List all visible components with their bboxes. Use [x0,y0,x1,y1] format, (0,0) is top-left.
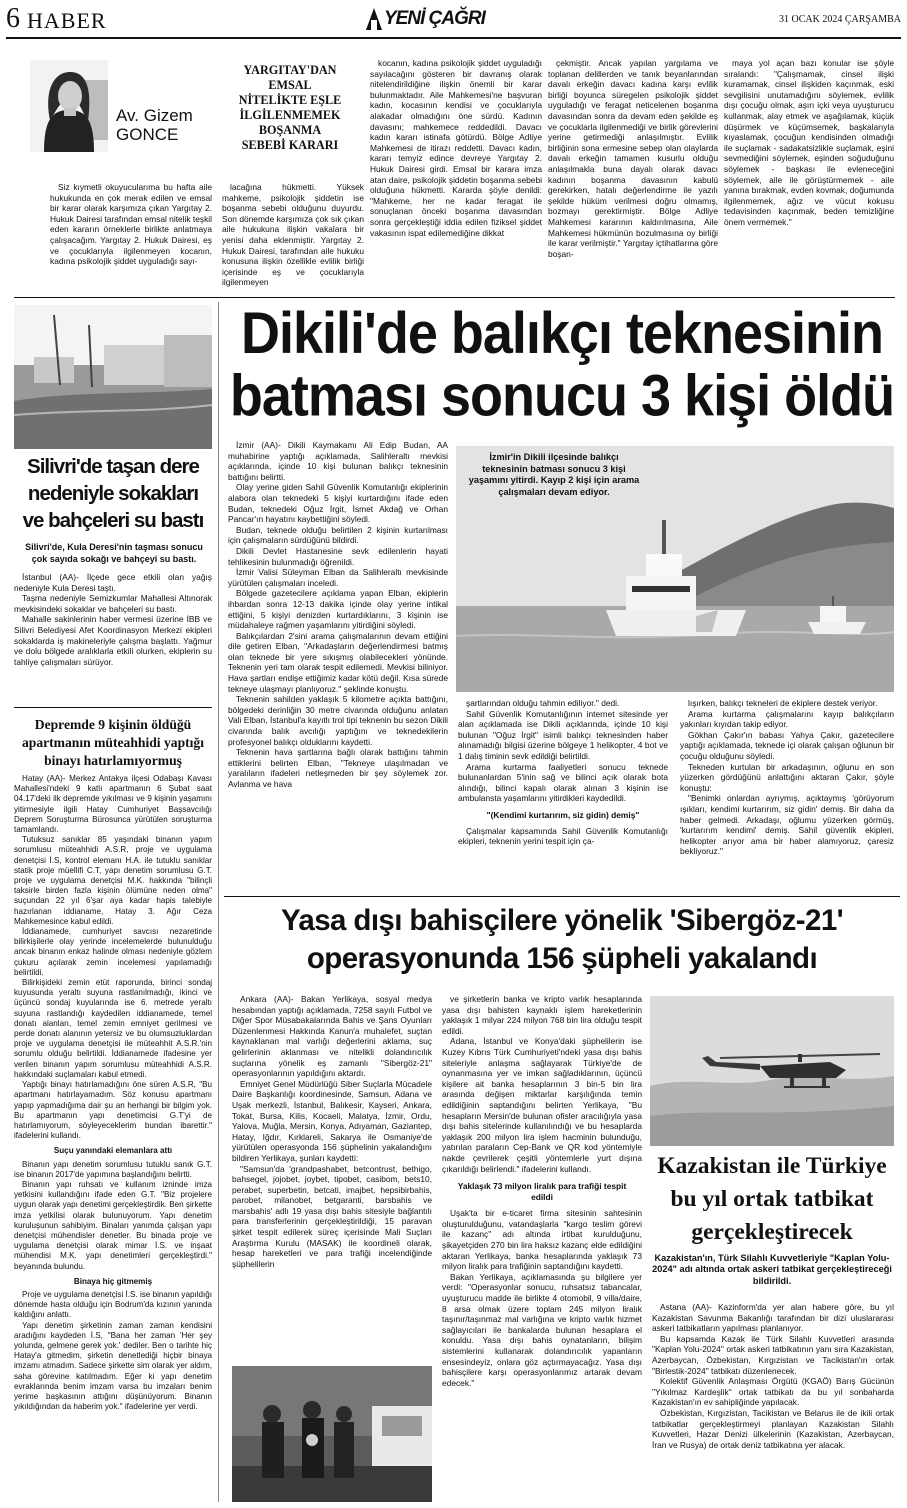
author-prefix: Av. Gizem [116,106,193,125]
police-operation-photo [232,1366,432,1502]
deprem-headline-line: Depremde 9 kişinin öldüğü [34,717,192,732]
kazakistan-headline [650,1150,894,1249]
paragraph: Arama kurtarma çalışmalarını kayıp balıkçıların yakınları kıyıdan takip ediyor. [680,708,894,730]
paragraph: "Samsun'da 'grandpashabet, betcontrust, bethigo, bahsegel, jojobet, joybet, tipobet, casibom, bets10, perabet, superbetin, betcati, imajbet, hepsibirbahis, parobet, milanobet, betgaranti, barsbahis ve marsbahis' adlı 19 yasa dışı bahis sitesiyle bağlantılı para transferlerinin gerçekleştirildiği, 15 paravan şirket tespit edilerek süreç içerisinde Mali Suçları Araştırma Kurulu (MASAK) ile koordineli olarak, hesap hareketleri ve para trafiği incelendiğinde şüphelilerin [232,1163,432,1269]
silivri-spot: Silivri'de, Kula Deresi'nin taşması sonucu çok sayıda sokağı ve bahçeyi su bastı. [25,542,203,564]
column-title-line: NİTELİKTE EŞLE [238,93,342,107]
sibergoz-headline-line: operasyonunda 156 şüpheli yakalandı [306,942,818,975]
sibergoz-headline-line: Yasa dışı bahisçilere yönelik 'Sibergöz-21' [280,904,844,937]
deprem-body [14,774,212,1502]
paragraph: Bakan Yerlikaya, açıklamasında şu bilgilere yer verdi: "Operasyonlar sonucu, ruhsatsız tabancalar, uyuşturucu madde ile birlikte 4 otomobil, 9 villa/daire, 8 arsa olmak üzere toplam 245 milyon liralık taşınır/taşınmaz mal varlığına ve kripto varlık hizmet sağlayıcıları ile bankalarda bulunan hesaplara el konuldu. Yasa dışı bahis oynatanların, bilişim sistemlerini kullanarak dolandırıcılık yapanların ensesindeyiz, onlara göz açtırmayacağız. Yasa dışı bahisçilere karşı operasyonlarımız artarak devam edecek." [442,1271,642,1388]
paragraph: İddianamede, cumhuriyet savcısı nezaretinde bilirkişilerle olay yerinde incelemelerde bulunulduğu ancak binanın enkaz halinde olması nedeniyle gözlem çukuru açılarak zemin incelemesi yapılamadığı belirtildi. [14,927,212,977]
subheading: Suçu yanındaki elemanlara attı [53,1146,173,1156]
paragraph: Budan, teknede olduğu belirtilen 2 kişinin kurtarılması için çalışmaların sürdüğünü bildirdi. [228,524,448,546]
kazakistan-body [652,1302,894,1502]
issue-date: 31 OCAK 2024 ÇARŞAMBA [779,14,901,25]
silivri-body [14,572,212,702]
subheading: Yaklaşık 73 milyon liralık para trafiği tespit edildi [457,1181,627,1202]
paragraph: Binanın yapı denetim sorumlusu tutuklu sanık G.T. ise binanın 2017'de yapımına başlandığını belirtti. [14,1159,212,1179]
deprem-headline-line: apartmanın müteahhidi yaptığı [21,735,205,750]
paragraph: Dikili Devlet Hastanesine sevk edilenlerin hayati tehlikesinin bulunmadığı öğrenildi. [228,545,448,567]
column-text-col4: çekmiştir. Ancak yapılan yargılama ve toplanan delillerden ve tanık beyanlarından davalı erkeğin davacı kadına karşı evlilik birliği boyunca süregelen psikolojik şiddet uyguladığı ve feragat neticelenen boşanma davasından sonra da devam eden şekilde eş ve çocuklarla ilgilenmediği ve birlik görevlerini yerine getirmediği anlaşılmıştır. Evlilik birliğinin sona ermesine sebep olan olaylarda davalı erkeğin tamamen kusurlu olduğu anlaşılmakla buna dayalı olarak davacı kadının boşanma davasının kabulü gerekirken, hatalı değerlendirme ile yazılı şekilde hüküm verilmesi doğru olmamış, bozmayı gerektirmiştir. Bölge Adliye Mahkemesi kararının kaldırılmasına, Aile Mahkemesi hükmünün bozulmasına oy birliği ile karar verilmiştir." Yargıtay içtihatlarına göre boşan- [548,58,718,259]
paragraph: Taşma nedeniyle Semizkumlar Mahallesi Altınorak mevkisindeki sokaklar ve bahçeleri su bastı. [14,593,212,614]
paragraph: Çalışmalar kapsamında Sahil Güvenlik Komutanlığı ekipleri, teknenin yerini tespit için ça- [458,825,668,847]
paragraph: Bölgede gazetecilere açıklama yapan Elban, ekiplerin ihbardan sonra 12-13 dakika içinde olay yerine intikal ettiğini, 5 kişiyi denizden kurtardıklarını, 3 kişinin ise müdahaleye rağmen yaşamlarını yitirdiğini söyledi. [228,588,448,631]
deprem-headline [14,716,212,770]
paragraph: Hatay (AA)- Merkez Antakya ilçesi Odabaşı Kavası Mahallesi'ndeki 9 katlı apartmanın 6 Şubat saat 04.17'deki ilk depremde yıkılması ve 9 kişinin yaşamını yitirmesiyle ilgili Hatay Cumhuriyet Başsavcılığı Deprem Soruşturma Bürosunca yürütülen soruşturma tamamlandı. [14,774,212,835]
paragraph: Balıkçılardan 2'sini arama çalışmalarının devam ettiğini dile getiren Elban, "Arkadaşların değerlendirmesi batmış olan teknede bir yere sıkışmış olabilecekleri yönünde. Teknenin yeri tam olarak tespit edilemedi. Mevkisi biliniyor. Hava şartları endişe ettiğimiz kadar kötü değil. Kısa sürede tekneye ulaşmayı planlıyoruz." şeklinde konuştu. [228,630,448,694]
column-bottom-rule [14,297,895,298]
paragraph: İzmir Valisi Süleyman Elban da Salihleraltı mevkisinde yürütülen çalışmaları inceledi. [228,567,448,588]
column-text-col5: maya yol açan bazı konular ise şöyle sıralandı: "Çalışmamak, cinsel ilişki kuramamak, cinsel ilişkiden kaçınmak, eski sevgilisini unutamadığını söylemek, evlilik dışı çocuğu olmak, aşırı içki veya uyuşturucu kullanmak, alay etmek ve aşağılamak, küçük düşürmek ve küçümsemek, başkalarıyla kıyaslamak, çocuğun kendisinden olmadığı ile suçlamak - sadakatsizlikle suçlamak, eşini sevmediğini söylemek, eşinden soğuduğunu söylemek - başkası ile evleneceğini söylemek, aile ile görüştürmemek - aile yanına bırakmak, evden kovmak, doğumunda ilgilenmemek, ağız ve vücut kokusu tedavisinden kaçınmak, beden temizliğine önem vermemek." [724,58,894,227]
paragraph: Teknenin hava şartlarına bağlı olarak battığını tahmin ettiklerini belirten Elban, "Tekneye ulaşılmadan ve yaralıların ifadeleri netleşmeden bir şey söylemek zor. Avlanma ve hava [228,747,448,789]
sibergoz-col2 [442,994,642,1502]
paragraph: Astana (AA)- Kazinform'da yer alan habere göre, bu yıl Kazakistan Savunma Bakanlığı tarafından bir dizi uluslararası askeri tatbikatların yapılması planlanıyor. [652,1302,894,1334]
subheading: Binaya hiç gitmemiş [73,1276,153,1286]
newspaper-logo [366,8,486,30]
silivri-headline-line: nedeniyle sokakları [27,482,199,505]
paragraph: Tutuksuz sanıklar 85 yaşındaki binanın yapım sorumlusu müteahhidi A.S.R, proje ve uygulama denetçisi İ.S, kontrol elemanı H.A. ile tutuklu sanıklar statik proje müellifi C.T, yapı denetim sorumlusu G.T. proje ve uygulama denetçisi M.K. hakkında "bilinçli taksirle birden fazla kişinin ölümüne neden olma" suçundan 22 yıl 6'şar aya kadar hapis talebiyle hazırlanan iddianame, Hatay 3. Ağır Ceza Mahkemesince kabul edildi. [14,835,212,926]
newspaper-logo-icon [366,8,382,30]
left-column-divider [218,302,219,1502]
paragraph: Teknenin sahilden yaklaşık 5 kilometre açıkta battığını, bölgedeki derinliğin 30 metre civarında olduğunu anlatan Vali Elban, İstanbul'a kayıtlı trol tipi teknenin bu sezon Dikili civarında balık avcılığı yaptığını ve teknedekilerin profesyonel balıkçı olduklarını kaydetti. [228,694,448,747]
column-title-line: SEBEBİ KARARI [241,138,339,152]
paragraph: Emniyet Genel Müdürlüğü Siber Suçlarla Mücadele Daire Başkanlığı koordinesinde, Samsun, Adana ve Uşak merkezli, İstanbul, Balıkesir, Kayseri, Ankara, Tokat, Bursa, Kilis, Kocaeli, Malatya, İzmir, Ordu, Yalova, Muğla, Mersin, Konya, Adıyaman, Gaziantep, Hatay, Iğdır, Kırklareli, Sakarya ile Osmaniye'de yürütülen operasyonda 156 şüphelinin yakalandığını bildiren Yerlikaya, şunları kaydetti: [232,1078,432,1163]
dikili-headline-line: batması sonucu 3 kişi öldü [229,363,895,429]
paragraph: İzmir (AA)- Dikili Kaymakamı Ali Edip Budan, AA muhabirine yaptığı açıklamada, Salihleraltı mevkisi açıklarında, içinde 10 kişi bulunan balıkçı teknesinin battığını belirtti. [228,440,448,482]
sibergoz-col1 [232,994,432,1364]
paragraph: İstanbul (AA)- İlçede gece etkili olan yağış nedeniyle Kula Deresi taştı. [14,572,212,593]
author-photo [30,60,108,152]
attack-helicopter-photo [650,996,894,1146]
kazakistan-headline-line: Kazakistan ile Türkiye [657,1153,887,1179]
dikili-col3 [680,698,894,892]
subheading: "(Kendimi kurtarırım, siz gidin) demiş" [486,809,640,820]
column-text-col2: lacağına hükmetti. Yüksek mahkeme, psikolojik şiddetin ise boşanma sebebi olduğunu duyurdu. Son dönemde karşımıza çok sık çıkan aile hukukuna ilişkin vakalara bir yenisi daha eklenmiştir. Yargıtay 2. Hukuk Dairesi, tarafından aile hukuku konusuna ilişkin özellikle evlilik birliği içerisinde eş ve çocuklarıyla ilgilenmeyen [222,182,364,288]
column-title-line: İLGİLENMEMEK [239,108,341,122]
paragraph: Özbekistan, Kırgızistan, Tacikistan ve Belarus ile de ikili ortak tatbikatlar gerçekleştirmeyi planlayan Kazakistan Silahlı Kuvvetleri, Hazar Denizi ülkelerinin (Kazakistan, Azerbaycan, İran ve Rusya) de ortak deniz tatbikatına yer alacak. [652,1407,894,1450]
silivri-headline-line: Silivri'de taşan dere [27,455,199,478]
paragraph: Gökhan Çakır'ın babası Yahya Çakır, gazetecilere yaptığı açıklamada, teknede içi olarak çalışan oğlunun bir çocuğu olduğunu söyledi. [680,729,894,761]
logo-text: YENİ ÇAĞRI [384,8,485,29]
paragraph: Uşak'ta bir e-ticaret firma sitesinin sahtesinin oluşturulduğunu, vatandaşlarla "kargo teslim görevi ile kazanç" adı altında irtibat kurulduğunu, şikayetçiden 270 bin lira haksız kazanç elde edildiğini aktaran Yerlikaya, banka hesaplarında yaklaşık 73 milyon liralık para trafiğinin saptandığını kaydetti. [442,1208,642,1272]
dikili-photo-caption: İzmir'in Dikili ilçesinde balıkçı teknesinin batması sonucu 3 kişi yaşamını yitirdi. Kayıp 2 kişi için arama çalışmaları devam ediyor. [468,452,640,497]
dikili-headline-line: Dikili'de balıkçı teknesinin [240,300,884,366]
dikili-col1 [228,440,448,892]
header-rule [6,37,901,39]
paragraph: şartlarından olduğu tahmin ediliyor." dedi. [466,698,620,708]
paragraph: Yapı denetim şirketinin zaman zaman kendisini aradığını kaydeden İ.S, "Bana her zaman 'Her şey yolunda, gelmene gerek yok.' dediler. Ben o tarihte hiç Hatay'a gitmedim, şirketin denetlediği hiçbir binaya imzamı atmadım. Sadece şirkette sim olarak yer aldım, saha görevine katılmadım. Eğer ki yapı denetim evraklarında benim imzam varsa bu imzaları benim yerime başkasının attığını düşünüyorum. Binanın yıkıldığından da haberim yok." ifadelerine yer verdi. [14,1320,212,1412]
paragraph: ve şirketlerin banka ve kripto varlık hesaplarında yasa dışı bahisten kaynaklı işlem hareketlerinin yaklaşık 1 milyar 224 milyon 768 bin lira olduğu tespit edildi. [442,994,642,1036]
paragraph: Adana, İstanbul ve Konya'daki şüphelilerin ise Kuzey Kıbrıs Türk Cumhuriyeti'ndeki yasa dışı bahis siteleriyle anlaşma sağlayarak Türkiye'de de oynanmasına yer ve imkan sağladıklarının, üçüncü kişilere ait banka hesaplarının 3 bin-5 bin lira arasında değişen miktarlar karşılığında temin edildiğinin saptandığını belirten Yerlikaya, "Bu hesapların Mersin'de bulunan ofisler aracılığıyla yasa dışı bahis sitelerinde kullanılındığı ve bu hesaplarda yaklaşık 200 milyon lira işlem hacminin bulunduğu, yatırılan paraların Cep-Bank ve QR kod yöntemiyle nakde çevrilerek çeşitli yöntemlerle yurt dışına çıkarıldığı belirlendi." ifadelerini kullandı. [442,1036,642,1174]
section-name: HABER [27,8,107,33]
paragraph: Kolektif Güvenlik Anlaşması Örgütü (KGAÖ) Barış Gücünün "Yıkılmaz Kardeşlik" ortak tatbikatı da bu yıl sonbaharda Kazakistan'ın ev sahipliğinde yapılacak. [652,1376,894,1408]
kazakistan-headline-line: bu yıl ortak tatbikat [670,1186,874,1212]
paragraph: Olay yerine giden Sahil Güvenlik Komutanlığı ekiplerinin alabora olan teknedeki 5 kişiyi kurtardığını ifade eden Budan, teknedeki Oğuz İrgit, İsmet Akdağ ve Orhan Pancar'ın hayatını kaybettiğini söyledi. [228,482,448,525]
sibergoz-headline [224,902,900,978]
silivri-bottom-rule [14,707,212,708]
paragraph: Arama kurtarma faaliyetleri sonucu teknede bulunanlardan 5'inin sağ ve bilinci açık olarak bota alındığı, bilinci kapalı olarak alınan 3 kişinin ise ambulansta yaşamlarını yitirdikleri kaydedildi. [458,761,668,804]
paragraph: lışırken, balıkçı tekneleri de ekiplere destek veriyor. [688,698,878,708]
dikili-bottom-rule [224,896,900,897]
silivri-headline [14,453,212,534]
paragraph: Sahil Güvenlik Komutanlığının internet sitesinde yer alan açıklamada ise Dikili açıklarında, içinde 10 kişi bulunan "Oğuz İrgit" isimli balıkçı teknesinden haber alınamadığı bilgisi üzerine bölgeye 1 helikopter, 4 bot ve 1 dalış timinin sevk edildiği belirtildi. [458,708,668,761]
paragraph: Yaptığı binayı hatırlamadığını öne süren A.S.R, "Bu apartmanı hatırlayamadım. Söz konusu apartmanı yapıp yapmadığıma dair şu an herhangi bir bilgim yok. Bu apartmanın yapı denetimcisi G.T'yi de hatırlamıyorum, söyleyeceklerim bundan ibarettir." ifadelerini kullandı. [14,1080,212,1141]
column-title [224,63,356,153]
column-title-line: EMSAL [268,78,312,92]
paragraph: Bilirkişideki zemin etüt raporunda, birinci sondaj kuyusunda yeraltı suyuna rastlanılmadığı, ikinci ve üçüncü sondaj kuyularında ise 6. metrede yeraltı suyuna rastlandığı kaydedilen iddianamede, temel donatı alanları, temel zemin emniyet gerilmesi ve perde donatı alanının yetersiz ve bu olumsuzluklardan proje ve uygulama denetçisi ile müteahhit A.S.R.'nin sorumlu olduğu belirtildi. İddianamede ifadesine yer verilen binanın yapım sorumlusu müteahhidi A.S.R. hakkındaki suçlamaları kabul etmedi. [14,978,212,1079]
dikili-headline [224,302,900,427]
dikili-col2 [458,698,668,892]
paragraph: Ankara (AA)- Bakan Yerlikaya, sosyal medya hesabından yaptığı açıklamada, 7258 sayılı Futbol ve Diğer Spor Müsabakalarında Bahis ve Şans Oyunları Düzenlenmesi Hakkında Kanun'a muhalefet, suçtan kaynaklanan mal varlığı değerlerini aklama, suç gelirlerinin aklanması ve nitelikli dolandırıcılık suçlarına yönelik eş zamanlı "Sibergöz-21" operasyonlarının yapıldığını aktardı. [232,994,432,1079]
paragraph: "Benimki onlardan ayrıymış, açıktaymış 'görüyorum ışıkları, kendimi kurtarırım, siz gidin' demiş. Bir daha da haber gelmedi. Arkadaşı, oğlumu yüzerken görmüş, 'kurtarırım kendimi' demiş. Sahil güvenlik ekipleri, helikopter arıyor ama bir haber alamıyoruz, çaresiz bekliyoruz." [680,793,894,857]
paragraph: Proje ve uygulama denetçisi İ.S. ise binanın yapıldığı dönemde hasta olduğu için Bodrum'da kızının yanında kaldığını anlattı. [14,1289,212,1320]
paragraph: Binanın yapı ruhsatı ve kullanım izninde imza yetkisini kullandığını ifade eden G.T. "Biz projelere uygun olarak yapı denetimi gerçekleştirdik. Ben şirkette imza yetkilisi olarak bulunuyorum. Yapı denetim kuruluşunun sahibiyim. Binaları yanımda çalışan yapı denetçisi mühendisler denetler. Bu binada proje ve uygulama denetçisi olarak mimar İ.S. ve inşaat mühendisi M.K. yapı denetimleri gerçekleştirdi." beyanında bulundu. [14,1179,212,1271]
column-title-line: BOŞANMA [258,123,322,137]
page-number: 6 [6,3,20,34]
column-text-col3: kocanın, kadına psikolojik şiddet uyguladığı sayılacağını gösteren bir davranış olarak nitelendirildiğine ilişkin önemli bir karar bulunmaktadır. Aile Mahkemesi'ne başvuran kadın, kocasının kendisi ve çocuklarıyla alakadar olmadığını öne sürdü. Kadının davasını; mahkemece reddedildi. Davacı kadın kararı istinafa götürdü. Bölge Adliye Mahkemesi de itirazı reddetti. Davacı kadın, kararı temyiz edince devreye Yargıtay 2. Hukuk Dairesi girdi. Emsal bir karara imza atan daire, psikolojik şiddetin boşanma sebebi olduğuna hükmetti. Kararda şöyle denildi: "Mahkeme, her ne kadar feragat ile sonuçlanan önceki boşanma davasından sonra gerçekleştiği iddia edilen fiziksel şiddet vakasının ispat edilemediğine dikkat [370,58,542,238]
silivri-headline-line: ve bahçeleri su bastı [22,509,204,532]
paragraph: Mahalle sakinlerinin haber vermesi üzerine İBB ve Silivri Belediyesi Afet Koordinasyon Merkezi ekipleri sokaklarda iş makineleriyle çalışma başlattı. Yağmur ve dolu bölgede aralıklarla etkili olurken, ekiplerin su tahliye çalışmaları sürüyor. [14,614,212,667]
author-surname: GONCE [116,125,179,144]
paragraph: Bu kapsamda Kazak ile Türk Silahlı Kuvvetleri arasında "Kaplan Yolu-2024" ortak askeri tatbikatının yanı sıra Kazakistan, Azerbaycan, Özbekistan, Kırgızistan ve Tacikistan'ın ortak "Birlestik-2024" tatbikatı düzenlenecek. [652,1333,894,1376]
paragraph: Tekneden kurtulan bir arkadaşının, oğlunu en son yüzerken gördüğünü anlattığını aktaran Çakır, şöyle konuştu: [680,761,894,793]
coast-guard-boat-photo [456,446,894,692]
flood-street-photo [14,305,212,449]
column-text-col1: Siz kıymetli okuyucularıma bu hafta aile hukukunda en çok merak edilen ve emsal bir karar olarak karşımıza çıkan Yargıtay 2. Hukuk Dairesi tarafından emsal nitelik teşkil eden kararın örneklerle birlikte anlatmaya çalışacağım. Yargıtay 2. Hukuk Dairesi, eş ve çocuklarıyla ilgilenmeyen kocanın, kadına psikolojik şiddet uyguladığı sayı- [50,182,212,267]
column-title-line: YARGITAY'DAN [243,63,337,77]
kazakistan-headline-line: gerçekleştirecek [691,1219,853,1245]
author-name [116,106,193,144]
kazakistan-spot: Kazakistan'ın, Türk Silahlı Kuvvetleriyle "Kaplan Yolu-2024" adı altında ortak askeri tatbikat gerçekleştireceği bildirildi. [652,1253,892,1286]
deprem-headline-line: binayı hatırlamıyormuş [44,753,182,768]
